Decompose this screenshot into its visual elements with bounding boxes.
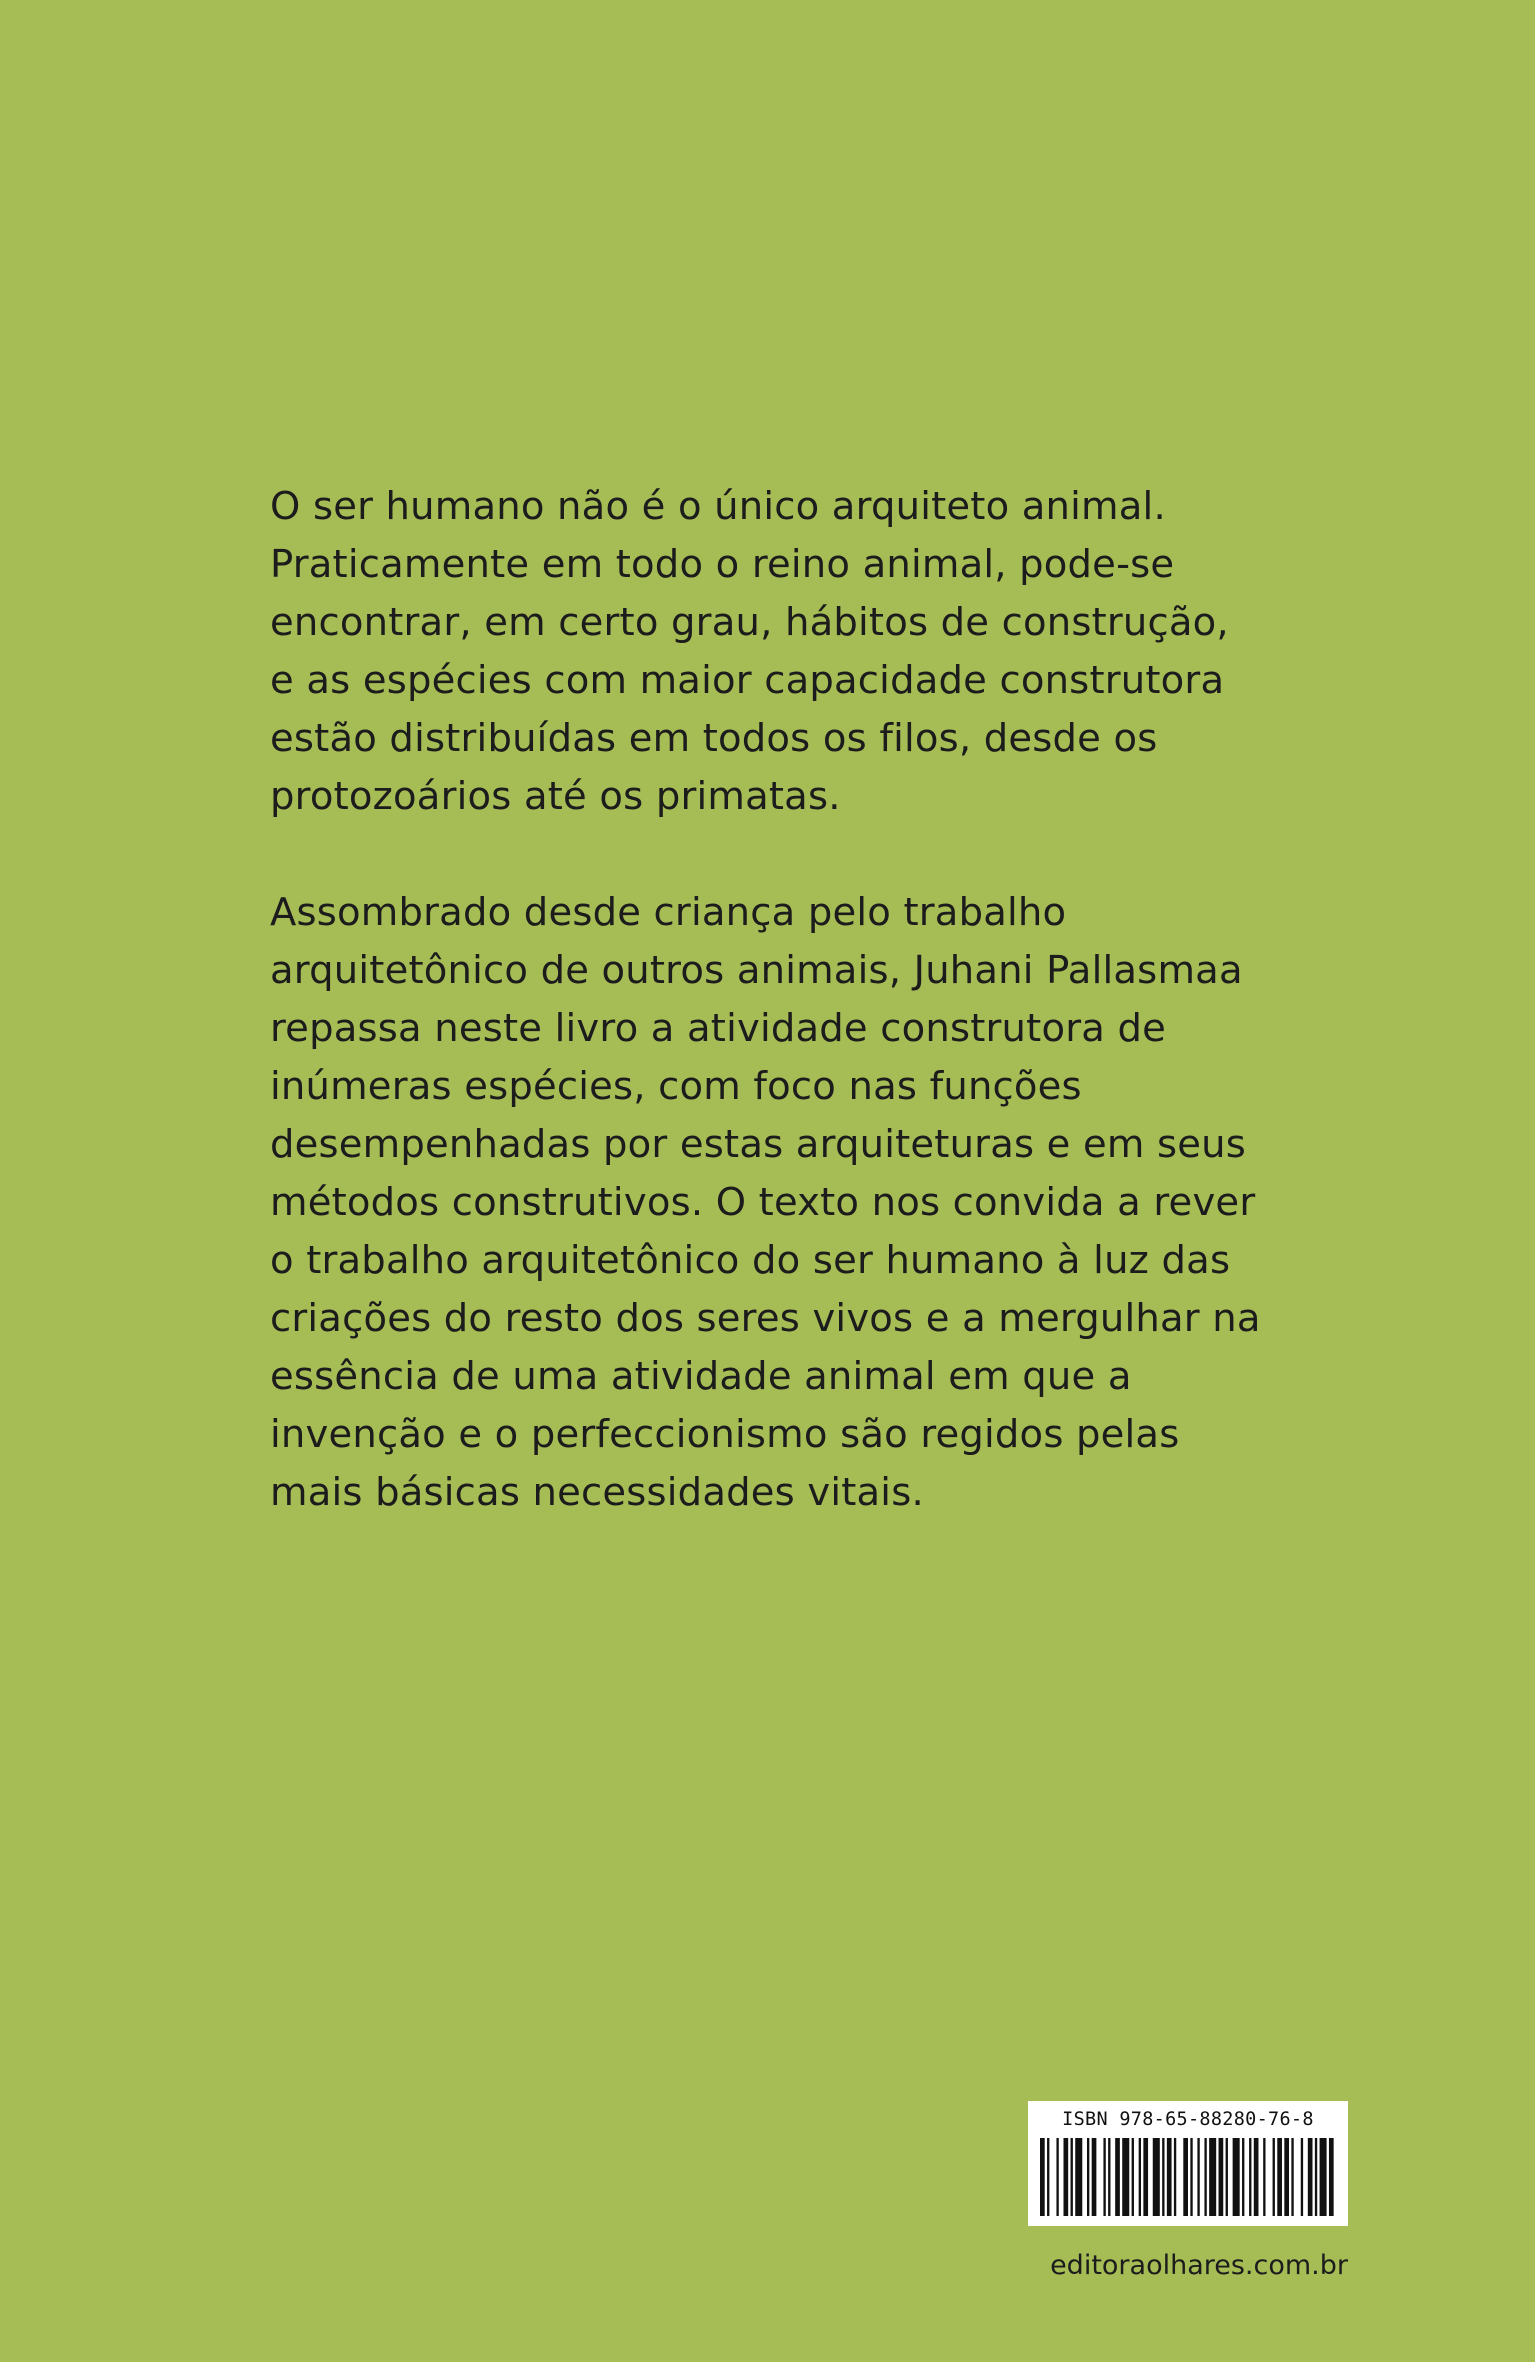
barcode-bar [1115, 2138, 1120, 2216]
barcode-bar [1153, 2138, 1160, 2216]
barcode-bar [1174, 2138, 1176, 2216]
synopsis-paragraph-2 [270, 884, 1280, 1522]
synopsis-paragraph-1 [270, 478, 1280, 826]
text-line: O ser humano não é o único arquiteto animal. [270, 484, 1166, 529]
barcode-bar [1249, 2138, 1251, 2216]
barcode-bar [1190, 2138, 1192, 2216]
barcode-bar [1291, 2138, 1293, 2216]
barcode-bar [1183, 2138, 1188, 2216]
text-line: desempenhadas por estas arquiteturas e em seus [270, 1122, 1247, 1167]
text-line: arquitetônico de outros animais, Juhani Pallasmaa [270, 948, 1243, 993]
text-line: o trabalho arquitetônico do ser humano à luz das [270, 1238, 1231, 1283]
isbn-barcode [1028, 2101, 1348, 2226]
text-line: mais básicas necessidades vitais. [270, 1470, 924, 1515]
text-line: inúmeras espécies, com foco nas funções [270, 1064, 1082, 1109]
barcode-bar [1075, 2138, 1082, 2216]
barcode-bar [1047, 2138, 1049, 2216]
barcode-bar [1162, 2138, 1164, 2216]
text-line: métodos construtivos. O texto nos convida a rever [270, 1180, 1256, 1225]
barcode-bar [1315, 2138, 1317, 2216]
barcode-bar [1040, 2138, 1045, 2216]
barcode-bar [1242, 2138, 1244, 2216]
barcode-bar [1092, 2138, 1097, 2216]
isbn-number: ISBN 978-65-88280-76-8 [1062, 2109, 1314, 2130]
back-cover-text [270, 478, 1280, 1522]
text-line: criações do resto dos seres vivos e a mergulhar na [270, 1296, 1261, 1341]
text-line: essência de uma atividade animal em que a [270, 1354, 1132, 1399]
barcode-bar [1143, 2138, 1148, 2216]
barcode-bar [1132, 2138, 1134, 2216]
barcode-bar [1320, 2138, 1327, 2216]
barcode-bar [1284, 2138, 1289, 2216]
text-line: Praticamente em todo o reino animal, pode-se [270, 542, 1175, 587]
barcode-bar [1254, 2138, 1259, 2216]
publisher-website: editoraolhares.com.br [1050, 2250, 1348, 2281]
text-line: protozoários até os primatas. [270, 774, 841, 819]
barcode-bar [1226, 2138, 1228, 2216]
paragraph-spacer [270, 826, 1280, 884]
text-line: Assombrado desde criança pelo trabalho [270, 890, 1067, 935]
barcode-bar [1301, 2138, 1303, 2216]
barcode-bar [1139, 2138, 1141, 2216]
barcode-bar [1209, 2138, 1216, 2216]
text-line: invenção e o perfeccionismo são regidos pelas [270, 1412, 1180, 1457]
barcode-bar [1167, 2138, 1172, 2216]
barcode-bar [1233, 2138, 1240, 2216]
barcode-bar [1219, 2138, 1224, 2216]
barcode-bar [1103, 2138, 1105, 2216]
barcode-bar [1122, 2138, 1129, 2216]
barcode-bar [1108, 2138, 1110, 2216]
barcode-bar [1063, 2138, 1068, 2216]
barcode-bar [1204, 2138, 1206, 2216]
barcode-bar [1071, 2138, 1073, 2216]
barcode-bar [1329, 2138, 1334, 2216]
barcode-bar [1263, 2138, 1265, 2216]
barcode-bar [1087, 2138, 1089, 2216]
barcode-bar [1308, 2138, 1313, 2216]
text-line: encontrar, em certo grau, hábitos de construção, [270, 600, 1229, 645]
barcode-bar [1273, 2138, 1275, 2216]
text-line: estão distribuídas em todos os filos, desde os [270, 716, 1158, 761]
barcode-bars [1040, 2138, 1336, 2216]
barcode-bar [1277, 2138, 1282, 2216]
text-line: e as espécies com maior capacidade construtora [270, 658, 1225, 703]
barcode-bar [1197, 2138, 1199, 2216]
text-line: repassa neste livro a atividade construtora de [270, 1006, 1166, 1051]
barcode-bar [1056, 2138, 1058, 2216]
